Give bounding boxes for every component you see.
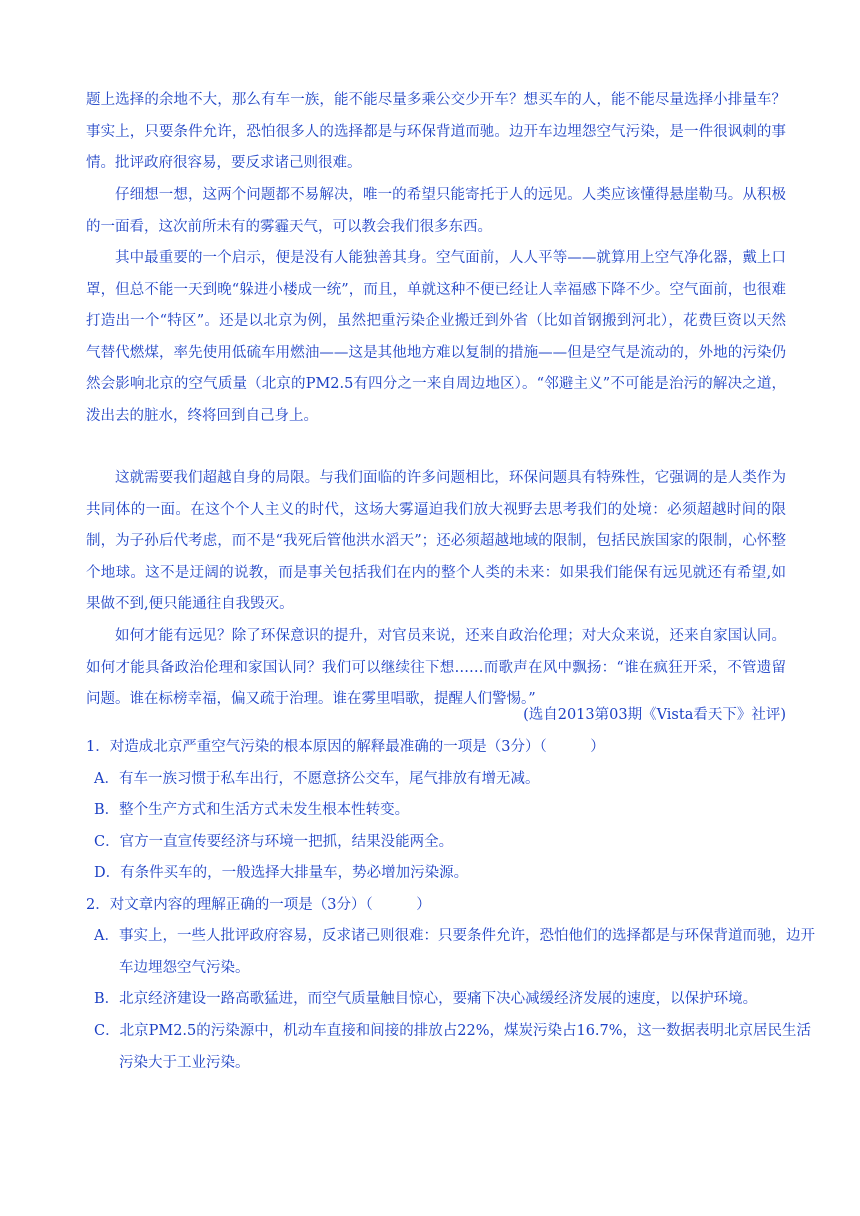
- question-option: B．整个生产方式和生活方式未发生根本性转变。: [94, 802, 410, 818]
- question-option: C．北京PM2.5的污染源中，机动车直接和间接的排放占22%，煤炭污染占16.7%，这一数据表明北京居民生活污染大于工业污染。: [94, 1023, 812, 1071]
- article-paragraph: 题上选择的余地不大，那么有车一族，能不能尽量多乘公交少开车？想买车的人，能不能尽量选择小排量车？事实上，只要条件允许，恐怕很多人的选择都是与环保背道而驰。边开车边埋怨空气污染，是一件很讽刺的事情。批评政府很容易，要反求诸己则很难。: [86, 92, 786, 171]
- article-paragraph: 这就需要我们超越自身的局限。与我们面临的许多问题相比，环保问题具有特殊性，它强调的是人类作为共同体的一面。在这个个人主义的时代，这场大雾逼迫我们放大视野去思考我们的处境：必须超越时间的限制，为子孙后代考虑，而不是“我死后管他洪水滔天”；还必须超越地域的限制，包括民族国家的限制，心怀整个地球。这不是迂阔的说教，而是事关包括我们在内的整个人类的未来：如果我们能保有远见就还有希望,如果做不到,便只能通往自我毁灭。: [86, 470, 786, 612]
- article-paragraph: 其中最重要的一个启示，便是没有人能独善其身。空气面前，人人平等——就算用上空气净化器，戴上口罩，但总不能一天到晚“躲进小楼成一统”，而且，单就这种不便已经让人幸福感下降不少。空气面前，也很难打造出一个“特区”。还是以北京为例，虽然把重污染企业搬迁到外省（比如首钢搬到河北），花费巨资以天然气替代燃煤，率先使用低硫车用燃油——这是其他地方难以复制的措施——但是空气是流动的，外地的污染仍然会影响北京的空气质量（北京的PM2.5有四分之一来自周边地区）。“邻避主义”不可能是治污的解决之道，泼出去的脏水，终将回到自己身上。: [86, 250, 786, 424]
- article-paragraph: 仔细想一想，这两个问题都不易解决，唯一的希望只能寄托于人的远见。人类应该懂得悬崖勒马。从积极的一面看，这次前所未有的雾霾天气，可以教会我们很多东西。: [86, 187, 786, 235]
- question-option: C．官方一直宣传要经济与环境一把抓，结果没能两全。: [94, 834, 454, 850]
- question-option: A．事实上，一些人批评政府容易，反求诸己则很难：只要条件允许，恐怕他们的选择都是与环保背道而驰，边开车边埋怨空气污染。: [94, 928, 815, 976]
- question-stem: 1．对造成北京严重空气污染的根本原因的解释最准确的一项是（3分）（ ）: [86, 739, 605, 755]
- article-source: (选自2013第03期《Vista看天下》社评): [523, 707, 786, 723]
- question-option: B．北京经济建设一路高歌猛进，而空气质量触目惊心，要痛下决心减缓经济发展的速度，以保护环境。: [94, 991, 758, 1007]
- question-stem: 2．对文章内容的理解正确的一项是（3分）（ ）: [86, 897, 431, 913]
- question-option: A．有车一族习惯于私车出行，不愿意挤公交车，尾气排放有增无减。: [94, 771, 540, 787]
- article-paragraph: 如何才能有远见？除了环保意识的提升，对官员来说，还来自政治伦理；对大众来说，还来自家国认同。如何才能具备政治伦理和家国认同？我们可以继续往下想……而歌声在风中飘扬：“谁在疯狂开采，不管遗留问题。谁在标榜幸福，偏又疏于治理。谁在雾里唱歌，提醒人们警惕。”: [86, 628, 786, 707]
- question-option: D．有条件买车的，一般选择大排量车，势必增加污染源。: [94, 865, 469, 881]
